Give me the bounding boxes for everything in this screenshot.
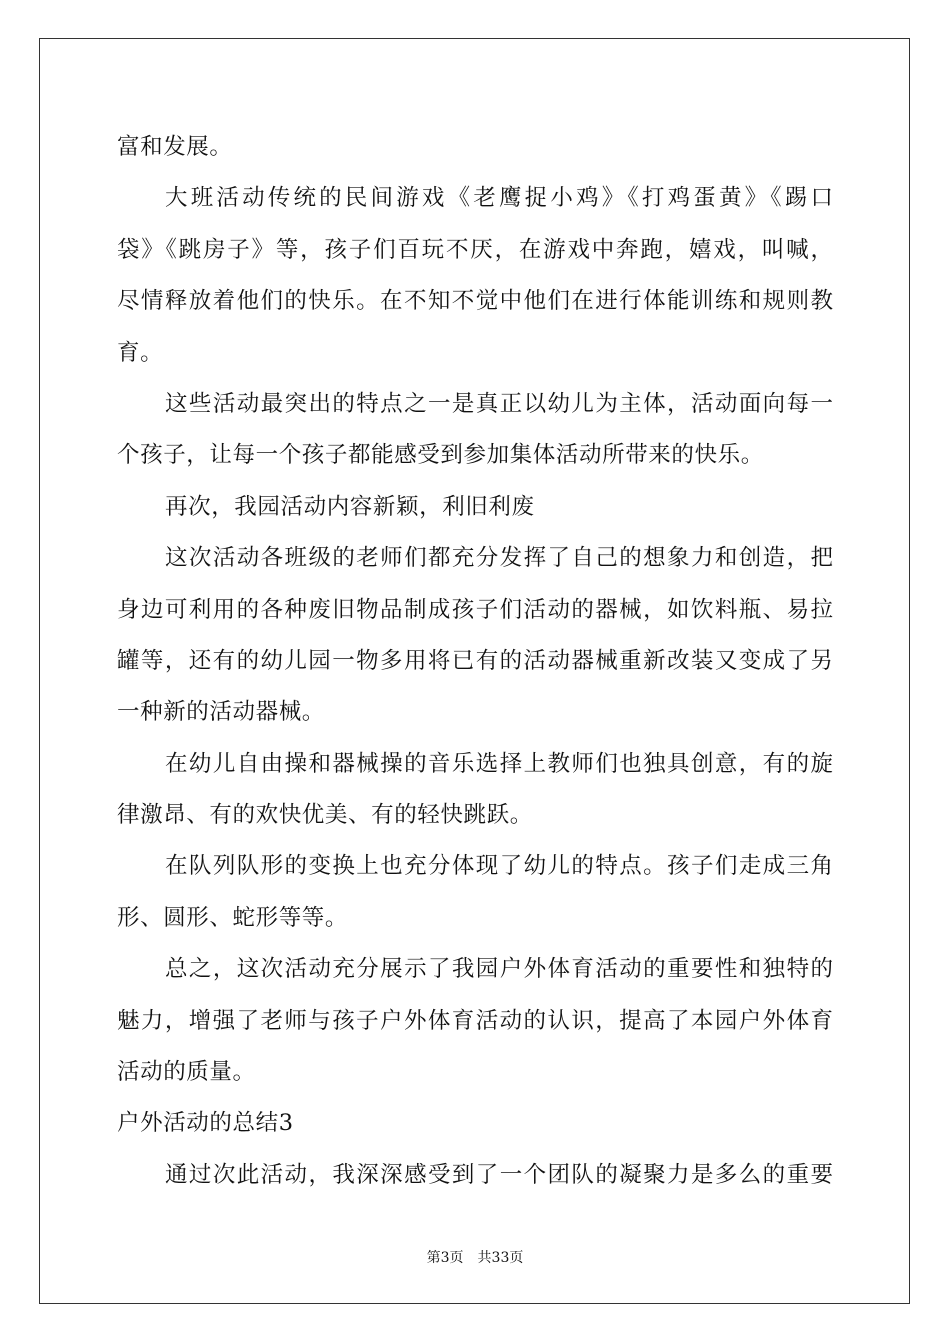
text-line: 罐等，还有的幼儿园一物多用将已有的活动器械重新改装又变成了另 [117, 647, 833, 674]
text-line: 通过次此活动，我深深感受到了一个团队的凝聚力是多么的重要 [165, 1161, 833, 1188]
text-line: 这次活动各班级的老师们都充分发挥了自己的想象力和创造，把 [165, 545, 833, 572]
document-body [117, 122, 833, 1201]
text-line: 总之，这次活动充分展示了我园户外体育活动的重要性和独特的 [165, 956, 833, 983]
text-line: 活动的质量。 [117, 1059, 256, 1086]
text-line: 尽情释放着他们的快乐。在不知不觉中他们在进行体能训练和规则教 [117, 288, 833, 315]
text-line: 育。 [117, 339, 164, 366]
text-line: 富和发展。 [117, 134, 233, 160]
text-line: 个孩子，让每一个孩子都能感受到参加集体活动所带来的快乐。 [117, 442, 764, 469]
text-line: 再次，我园活动内容新颖，利旧利废 [165, 493, 535, 520]
section-heading: 户外活动的总结3 [117, 1110, 294, 1137]
text-line: 大班活动传统的民间游戏《老鹰捉小鸡》《打鸡蛋黄》《踢口 [165, 185, 833, 212]
text-line: 这些活动最突出的特点之一是真正以幼儿为主体，活动面向每一 [165, 390, 833, 417]
page-footer [0, 1247, 950, 1267]
text-line: 身边可利用的各种废旧物品制成孩子们活动的器械，如饮料瓶、易拉 [117, 596, 833, 623]
page-total: 共33页 [477, 1250, 524, 1266]
text-line: 一种新的活动器械。 [117, 699, 325, 726]
text-line: 在队列队形的变换上也充分体现了幼儿的特点。孩子们走成三角 [165, 853, 833, 880]
text-line: 袋》《跳房子》等，孩子们百玩不厌，在游戏中奔跑，嬉戏，叫喊， [117, 236, 833, 263]
text-line: 律激昂、有的欢快优美、有的轻快跳跃。 [117, 802, 533, 829]
text-line: 在幼儿自由操和器械操的音乐选择上教师们也独具创意，有的旋 [165, 750, 833, 777]
text-line: 形、圆形、蛇形等等。 [117, 904, 349, 931]
text-line: 魅力，增强了老师与孩子户外体育活动的认识，提高了本园户外体育 [117, 1007, 833, 1034]
page-number: 第3页 [426, 1250, 464, 1266]
